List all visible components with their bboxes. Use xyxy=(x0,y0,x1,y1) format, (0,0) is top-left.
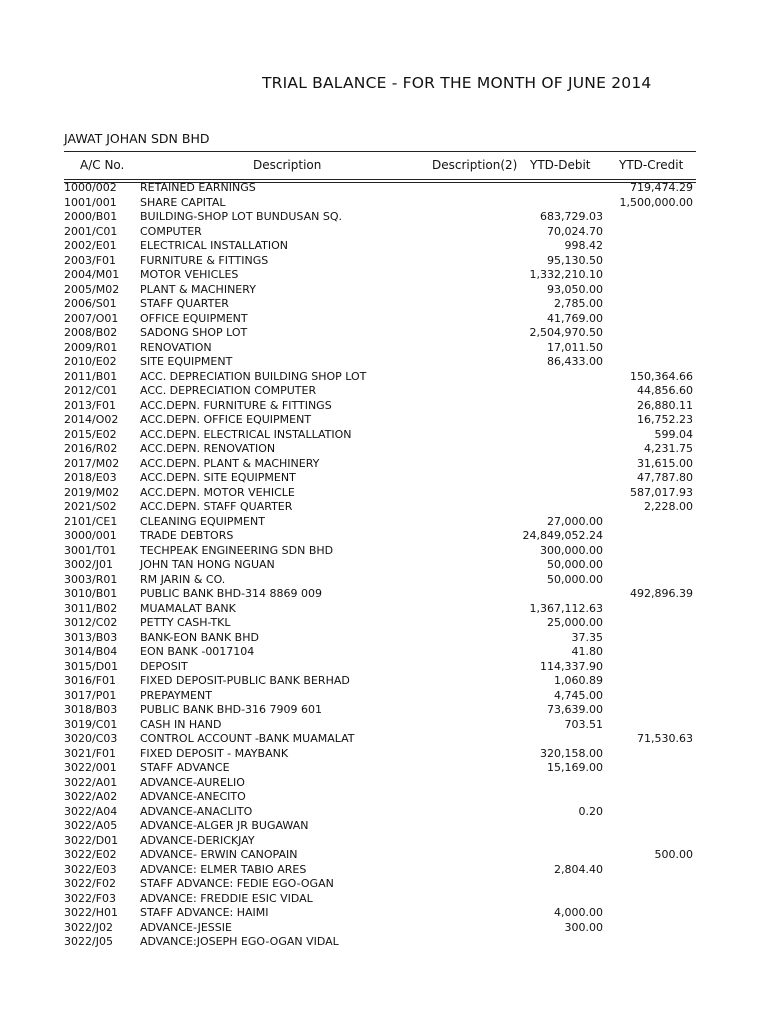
account-number: 3020/C03 xyxy=(64,732,118,745)
account-description: COMPUTER xyxy=(140,224,202,238)
account-description: PUBLIC BANK BHD-316 7909 601 xyxy=(140,703,323,716)
account-description: ACC.DEPN. STAFF QUARTER xyxy=(140,500,293,513)
ytd-debit-value: 50,000.00 xyxy=(547,558,603,571)
account-description: MOTOR VEHICLES xyxy=(140,268,239,281)
account-number: 3002/J01 xyxy=(64,558,113,571)
table-row xyxy=(64,703,696,718)
header-description: Description xyxy=(253,158,322,172)
account-description: STAFF ADVANCE: FEDIE EGO-OGAN xyxy=(140,877,334,890)
ytd-debit-value: 1,332,210.10 xyxy=(529,268,603,281)
table-row xyxy=(64,732,696,747)
ytd-credit-value: 47,787.80 xyxy=(637,471,693,484)
ytd-credit-value: 71,530.63 xyxy=(637,732,693,745)
ytd-debit-value: 70,024.70 xyxy=(547,224,603,238)
table-row xyxy=(64,935,696,950)
ytd-debit-value: 300,000.00 xyxy=(540,543,603,557)
account-description: SADONG SHOP LOT xyxy=(140,326,248,339)
trial-balance-table xyxy=(64,181,696,950)
ytd-debit-value: 683,729.03 xyxy=(540,210,603,223)
table-row xyxy=(64,892,696,907)
account-number: 3022/D01 xyxy=(64,833,119,847)
table-row xyxy=(64,471,696,486)
account-number: 2017/M02 xyxy=(64,456,120,470)
account-number: 3022/001 xyxy=(64,761,117,774)
account-description: RENOVATION xyxy=(140,340,212,354)
header-ac-no: A/C No. xyxy=(80,158,125,172)
account-number: 3021/F01 xyxy=(64,746,117,760)
account-number: 3015/D01 xyxy=(64,659,119,673)
ytd-debit-value: 50,000.00 xyxy=(547,572,603,586)
account-description: JOHN TAN HONG NGUAN xyxy=(140,558,275,571)
account-description: ADVANCE: FREDDIE ESIC VIDAL xyxy=(140,891,313,905)
account-description: STAFF ADVANCE: HAIMI xyxy=(140,906,269,919)
account-number: 3022/E02 xyxy=(64,848,117,861)
account-number: 2016/R02 xyxy=(64,442,118,455)
company-name: JAWAT JOHAN SDN BHD xyxy=(64,131,210,146)
ytd-credit-value: 31,615.00 xyxy=(637,456,693,470)
account-number: 2002/E01 xyxy=(64,239,117,252)
account-description: FIXED DEPOSIT-PUBLIC BANK BERHAD xyxy=(140,674,350,687)
account-number: 3022/H01 xyxy=(64,906,118,919)
table-row xyxy=(64,254,696,269)
table-row xyxy=(64,805,696,820)
account-description: SHARE CAPITAL xyxy=(140,195,226,209)
account-number: 3018/B03 xyxy=(64,703,118,716)
account-number: 2013/F01 xyxy=(64,398,117,412)
account-description: ACC.DEPN. RENOVATION xyxy=(140,442,276,455)
table-row xyxy=(64,558,696,573)
ytd-credit-value: 599.04 xyxy=(654,427,693,441)
account-number: 3022/F02 xyxy=(64,877,117,890)
ytd-debit-value: 2,804.40 xyxy=(554,862,603,876)
account-number: 2015/E02 xyxy=(64,427,117,441)
account-number: 2010/E02 xyxy=(64,355,117,368)
table-row xyxy=(64,718,696,733)
account-description: ACC. DEPRECIATION BUILDING SHOP LOT xyxy=(140,369,367,383)
account-description: ADVANCE: ELMER TABIO ARES xyxy=(140,862,307,876)
table-row xyxy=(64,834,696,849)
account-number: 2018/E03 xyxy=(64,471,117,484)
account-description: SITE EQUIPMENT xyxy=(140,355,233,368)
ytd-debit-value: 37.35 xyxy=(571,630,603,644)
account-description: ACC.DEPN. ELECTRICAL INSTALLATION xyxy=(140,427,352,441)
account-description: BANK-EON BANK BHD xyxy=(140,630,259,644)
table-row xyxy=(64,660,696,675)
table-row xyxy=(64,674,696,689)
ytd-credit-value: 4,231.75 xyxy=(644,442,693,455)
table-row xyxy=(64,181,696,196)
account-number: 2019/M02 xyxy=(64,485,120,499)
account-number: 2005/M02 xyxy=(64,282,120,296)
table-row xyxy=(64,341,696,356)
ytd-debit-value: 320,158.00 xyxy=(540,746,603,760)
table-row xyxy=(64,370,696,385)
account-description: DEPOSIT xyxy=(140,659,188,673)
ytd-credit-value: 16,752.23 xyxy=(637,413,693,426)
account-description: ACC.DEPN. FURNITURE & FITTINGS xyxy=(140,398,332,412)
ytd-debit-value: 41.80 xyxy=(571,645,603,658)
account-number: 3022/A01 xyxy=(64,775,118,789)
ytd-debit-value: 114,337.90 xyxy=(540,659,603,673)
account-description: EON BANK -0017104 xyxy=(140,645,255,658)
table-row xyxy=(64,573,696,588)
table-row xyxy=(64,848,696,863)
account-number: 3013/B03 xyxy=(64,630,118,644)
ytd-credit-value: 2,228.00 xyxy=(644,500,693,513)
account-number: 3022/A02 xyxy=(64,790,118,803)
table-row xyxy=(64,297,696,312)
table-row xyxy=(64,906,696,921)
account-number: 1001/001 xyxy=(64,195,117,209)
ytd-credit-value: 44,856.60 xyxy=(637,384,693,397)
ytd-debit-value: 4,000.00 xyxy=(554,906,603,919)
account-number: 3019/C01 xyxy=(64,717,118,731)
account-number: 3014/B04 xyxy=(64,645,118,658)
account-number: 2007/O01 xyxy=(64,311,119,325)
account-description: MUAMALAT BANK xyxy=(140,601,236,615)
account-description: ADVANCE- ERWIN CANOPAIN xyxy=(140,848,298,861)
table-row xyxy=(64,457,696,472)
account-number: 2001/C01 xyxy=(64,224,118,238)
account-number: 3022/F03 xyxy=(64,891,117,905)
account-number: 2011/B01 xyxy=(64,369,118,383)
ytd-debit-value: 1,060.89 xyxy=(554,674,603,687)
table-row xyxy=(64,225,696,240)
account-description: PLANT & MACHINERY xyxy=(140,282,256,296)
table-row xyxy=(64,486,696,501)
table-row xyxy=(64,921,696,936)
account-description: ELECTRICAL INSTALLATION xyxy=(140,239,289,252)
table-row xyxy=(64,312,696,327)
ytd-debit-value: 2,504,970.50 xyxy=(529,326,603,339)
header-description2: Description(2) xyxy=(432,158,518,172)
ytd-debit-value: 93,050.00 xyxy=(547,282,603,296)
account-number: 3000/001 xyxy=(64,529,117,542)
account-number: 3012/C02 xyxy=(64,616,118,629)
ytd-debit-value: 15,169.00 xyxy=(547,761,603,774)
account-number: 2101/CE1 xyxy=(64,514,118,528)
ytd-debit-value: 73,639.00 xyxy=(547,703,603,716)
ytd-debit-value: 300.00 xyxy=(564,920,603,934)
account-description: ADVANCE-ANACLITO xyxy=(140,804,253,818)
account-description: CLEANING EQUIPMENT xyxy=(140,514,265,528)
account-description: TECHPEAK ENGINEERING SDN BHD xyxy=(140,543,334,557)
account-description: PREPAYMENT xyxy=(140,688,212,702)
account-description: PETTY CASH-TKL xyxy=(140,616,231,629)
table-row xyxy=(64,326,696,341)
account-description: ADVANCE-ANECITO xyxy=(140,790,246,803)
header-top-rule xyxy=(64,151,696,152)
ytd-credit-value: 26,880.11 xyxy=(637,398,693,412)
account-number: 2021/S02 xyxy=(64,500,117,513)
ytd-debit-value: 1,367,112.63 xyxy=(529,601,603,615)
account-description: PUBLIC BANK BHD-314 8869 009 xyxy=(140,587,323,600)
header-ytd-debit: YTD-Debit xyxy=(530,158,591,172)
account-description: CASH IN HAND xyxy=(140,717,222,731)
ytd-debit-value: 998.42 xyxy=(564,239,603,252)
account-number: 1000/002 xyxy=(64,181,117,194)
ytd-credit-value: 500.00 xyxy=(654,848,693,861)
account-number: 3022/J05 xyxy=(64,935,113,948)
table-row xyxy=(64,747,696,762)
account-number: 2006/S01 xyxy=(64,297,117,310)
table-row xyxy=(64,239,696,254)
account-description: CONTROL ACCOUNT -BANK MUAMALAT xyxy=(140,732,355,745)
account-number: 2009/R01 xyxy=(64,340,118,354)
account-number: 3022/A05 xyxy=(64,819,118,832)
table-row xyxy=(64,413,696,428)
table-row xyxy=(64,428,696,443)
account-number: 2004/M01 xyxy=(64,268,120,281)
ytd-credit-value: 492,896.39 xyxy=(630,587,693,600)
table-row xyxy=(64,515,696,530)
table-row xyxy=(64,384,696,399)
table-row xyxy=(64,355,696,370)
account-description: ACC.DEPN. SITE EQUIPMENT xyxy=(140,471,296,484)
ytd-debit-value: 17,011.50 xyxy=(547,340,603,354)
account-description: FIXED DEPOSIT - MAYBANK xyxy=(140,746,289,760)
ytd-credit-value: 150,364.66 xyxy=(630,369,693,383)
ytd-debit-value: 27,000.00 xyxy=(547,514,603,528)
table-row xyxy=(64,500,696,515)
ytd-debit-value: 24,849,052.24 xyxy=(522,529,603,542)
account-description: ACC.DEPN. MOTOR VEHICLE xyxy=(140,485,295,499)
table-row xyxy=(64,631,696,646)
table-row xyxy=(64,210,696,225)
table-row xyxy=(64,268,696,283)
table-row xyxy=(64,529,696,544)
ytd-credit-value: 587,017.93 xyxy=(630,485,693,499)
table-row xyxy=(64,196,696,211)
report-title: TRIAL BALANCE - FOR THE MONTH OF JUNE 2014 xyxy=(262,74,652,92)
account-description: ACC. DEPRECIATION COMPUTER xyxy=(140,384,317,397)
account-description: STAFF QUARTER xyxy=(140,297,229,310)
account-number: 3022/J02 xyxy=(64,920,113,934)
table-row xyxy=(64,587,696,602)
account-number: 2003/F01 xyxy=(64,253,117,267)
account-description: ADVANCE-ALGER JR BUGAWAN xyxy=(140,819,309,832)
table-row xyxy=(64,776,696,791)
table-row xyxy=(64,544,696,559)
account-number: 3017/P01 xyxy=(64,688,117,702)
account-number: 3010/B01 xyxy=(64,587,118,600)
account-description: ACC.DEPN. OFFICE EQUIPMENT xyxy=(140,413,312,426)
table-row xyxy=(64,399,696,414)
table-row xyxy=(64,689,696,704)
ytd-debit-value: 86,433.00 xyxy=(547,355,603,368)
account-description: FURNITURE & FITTINGS xyxy=(140,253,269,267)
account-description: ADVANCE-AURELIO xyxy=(140,775,245,789)
table-header xyxy=(64,158,696,176)
ytd-debit-value: 2,785.00 xyxy=(554,297,603,310)
ytd-debit-value: 41,769.00 xyxy=(547,311,603,325)
account-number: 2000/B01 xyxy=(64,210,118,223)
account-description: BUILDING-SHOP LOT BUNDUSAN SQ. xyxy=(140,210,342,223)
table-row xyxy=(64,645,696,660)
ytd-debit-value: 95,130.50 xyxy=(547,253,603,267)
table-row xyxy=(64,761,696,776)
account-description: RETAINED EARNINGS xyxy=(140,181,256,194)
header-bottom-rule xyxy=(64,179,696,180)
header-ytd-credit: YTD-Credit xyxy=(619,158,684,172)
table-row xyxy=(64,877,696,892)
account-description: ADVANCE-JESSIE xyxy=(140,920,232,934)
account-number: 3016/F01 xyxy=(64,674,117,687)
ytd-credit-value: 719,474.29 xyxy=(630,181,693,194)
ytd-debit-value: 0.20 xyxy=(578,804,603,818)
table-row xyxy=(64,819,696,834)
table-row xyxy=(64,863,696,878)
ytd-debit-value: 4,745.00 xyxy=(554,688,603,702)
table-row xyxy=(64,283,696,298)
account-description: TRADE DEBTORS xyxy=(140,529,234,542)
table-row xyxy=(64,616,696,631)
account-description: RM JARIN & CO. xyxy=(140,572,226,586)
table-row xyxy=(64,442,696,457)
account-number: 2014/O02 xyxy=(64,413,119,426)
account-description: ADVANCE-DERICKJAY xyxy=(140,833,255,847)
account-number: 3022/A04 xyxy=(64,804,118,818)
table-row xyxy=(64,602,696,617)
account-number: 2012/C01 xyxy=(64,384,118,397)
ytd-debit-value: 25,000.00 xyxy=(547,616,603,629)
account-number: 2008/B02 xyxy=(64,326,118,339)
account-number: 3001/T01 xyxy=(64,543,117,557)
account-description: ADVANCE:JOSEPH EGO-OGAN VIDAL xyxy=(140,935,339,948)
table-row xyxy=(64,790,696,805)
account-number: 3003/R01 xyxy=(64,572,118,586)
account-description: STAFF ADVANCE xyxy=(140,761,230,774)
account-number: 3022/E03 xyxy=(64,862,117,876)
account-description: OFFICE EQUIPMENT xyxy=(140,311,248,325)
ytd-credit-value: 1,500,000.00 xyxy=(619,195,693,209)
account-description: ACC.DEPN. PLANT & MACHINERY xyxy=(140,456,320,470)
ytd-debit-value: 703.51 xyxy=(564,717,603,731)
account-number: 3011/B02 xyxy=(64,601,118,615)
